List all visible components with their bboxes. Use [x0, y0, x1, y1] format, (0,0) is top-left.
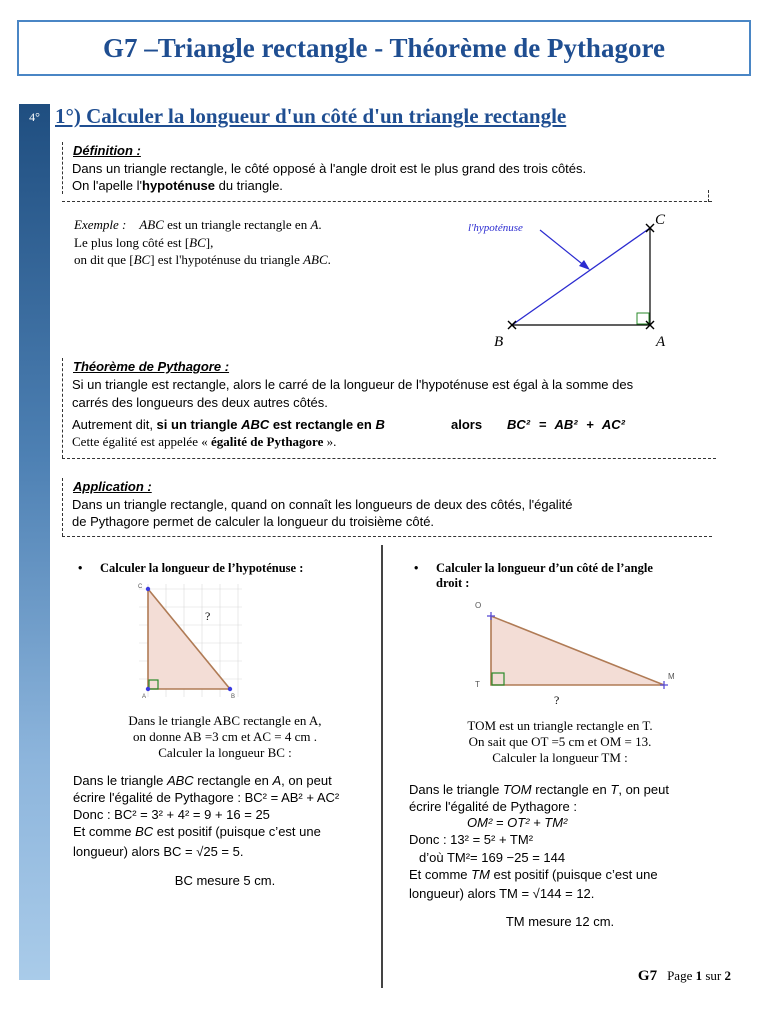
- example-triangle-figure: [460, 208, 690, 353]
- right-solution-1: Dans le triangle TOM rectangle en T, on peut: [409, 782, 669, 797]
- column-divider: [381, 545, 383, 988]
- left-statement-3: Calculer la longueur BC :: [158, 745, 292, 760]
- right-label-m: M: [668, 672, 675, 681]
- footer-page-number: 1: [695, 968, 703, 983]
- left-solution-3: Donc : BC² = 3² + 4² = 9 + 16 = 25: [73, 807, 270, 822]
- vertex-label-a: A: [656, 334, 666, 350]
- theorem-line3: Autrement dit, si un triangle ABC est rectangle en B: [72, 417, 385, 432]
- right-solution-4: Donc : 13² = 5² + TM²: [409, 832, 534, 847]
- theorem-line1: Si un triangle est rectangle, alors le carré de la longueur de l'hypoténuse est égal à la somme des: [72, 377, 634, 392]
- left-bullet-dot: •: [78, 561, 83, 575]
- right-solution-7: longueur) alors TM = √144 = 12.: [409, 886, 595, 901]
- theorem-line2: carrés des longueurs des deux autres côtés.: [72, 395, 328, 410]
- theorem-line4: Cette égalité est appelée « égalité de Pythagore ».: [72, 434, 337, 449]
- right-label-t: T: [475, 680, 480, 689]
- separator-3: [62, 536, 712, 537]
- right-solution-2: écrire l'égalité de Pythagore :: [409, 799, 577, 814]
- right-triangle: [491, 616, 664, 685]
- left-solution-5: longueur) alors BC = √25 = 5.: [73, 844, 244, 859]
- footer-page-total: 2: [724, 968, 731, 983]
- right-solution-6: Et comme TM est positif (puisque c’est une: [409, 867, 658, 882]
- definition-border: [62, 142, 63, 194]
- right-statement-2: On sait que OT =5 cm et OM = 13.: [468, 734, 652, 749]
- grade-label: 4°: [29, 110, 40, 124]
- sidebar-bar: [19, 104, 50, 980]
- right-bullet-heading-1: Calculer la longueur d’un côté de l’angle: [436, 561, 653, 575]
- left-label-b: B: [231, 694, 236, 700]
- hypotenuse-bc: [512, 228, 650, 325]
- separator-2: [62, 458, 716, 459]
- application-heading: Application :: [73, 479, 152, 494]
- left-bullet-heading: Calculer la longueur de l’hypoténuse :: [100, 561, 304, 575]
- left-unknown-mark: ?: [205, 609, 211, 623]
- hypotenuse-label: l'hypoténuse: [468, 222, 523, 234]
- left-solution-4: Et comme BC est positif (puisque c’est une: [73, 824, 321, 839]
- page-title-box: [17, 20, 751, 76]
- example-line2: Le plus long côté est [BC],: [74, 235, 214, 250]
- right-label-o: O: [475, 601, 482, 610]
- definition-line2: On l'apelle l'hypoténuse du triangle.: [72, 178, 283, 193]
- left-label-a: A: [142, 694, 147, 700]
- separator-1: [62, 201, 712, 202]
- section-title: 1°) Calculer la longueur d'un côté d'un triangle rectangle: [55, 104, 567, 128]
- left-solution-1: Dans le triangle ABC rectangle en A, on peut: [73, 773, 332, 788]
- example-line1: Exemple : ABC est un triangle rectangle en A.: [74, 217, 322, 232]
- right-unknown-mark: ?: [554, 693, 560, 707]
- separator-1-tick: [708, 190, 709, 202]
- application-line2: de Pythagore permet de calculer la longueur du troisième côté.: [72, 514, 435, 529]
- left-label-c: C: [138, 584, 143, 590]
- vertex-label-b: B: [494, 334, 504, 350]
- application-line1: Dans un triangle rectangle, quand on connaît les longueurs de deux des côtés, l'égalité: [72, 497, 573, 512]
- left-solution-2: écrire l'égalité de Pythagore : BC² = AB² + AC²: [73, 790, 340, 805]
- theorem-formula: BC² = AB² + AC²: [507, 417, 625, 432]
- left-triangle: [148, 589, 230, 689]
- right-bullet-dot: •: [414, 561, 419, 575]
- right-statement-1: TOM est un triangle rectangle en T.: [467, 718, 653, 733]
- example-label: Exemple :: [74, 217, 127, 232]
- theorem-alors: alors: [451, 417, 483, 432]
- page-footer: G7 Page 1 sur 2: [637, 968, 731, 984]
- right-bullet-heading-2: droit :: [436, 576, 470, 590]
- right-triangle-figure: [470, 598, 685, 708]
- vertex-label-c: C: [655, 212, 666, 228]
- footer-code: G7: [637, 968, 658, 984]
- arrow-head-icon: [579, 260, 590, 270]
- definition-heading: Définition :: [73, 143, 141, 158]
- left-triangle-figure: [134, 579, 246, 701]
- left-statement-1: Dans le triangle ABC rectangle en A,: [128, 713, 322, 728]
- theorem-border: [62, 358, 63, 458]
- application-border: [62, 478, 63, 536]
- page-title: G7 –Triangle rectangle - Théorème de Pythagore: [103, 32, 665, 63]
- definition-line1: Dans un triangle rectangle, le côté opposé à l'angle droit est le plus grand des trois côtés.: [72, 161, 587, 176]
- left-result: BC mesure 5 cm.: [174, 873, 276, 888]
- example-line3: on dit que [BC] est l'hypoténuse du triangle ABC.: [74, 252, 331, 267]
- right-statement-3: Calculer la longueur TM :: [492, 750, 628, 765]
- right-result: TM mesure 12 cm.: [505, 914, 615, 929]
- hypotenuse-pointer: [540, 230, 586, 267]
- right-solution-5: d’où TM²= 169 −25 = 144: [419, 850, 566, 865]
- right-solution-3: OM² = OT² + TM²: [467, 815, 568, 830]
- theorem-heading: Théorème de Pythagore :: [73, 359, 230, 374]
- left-statement-2: on donne AB =3 cm et AC = 4 cm .: [132, 729, 317, 744]
